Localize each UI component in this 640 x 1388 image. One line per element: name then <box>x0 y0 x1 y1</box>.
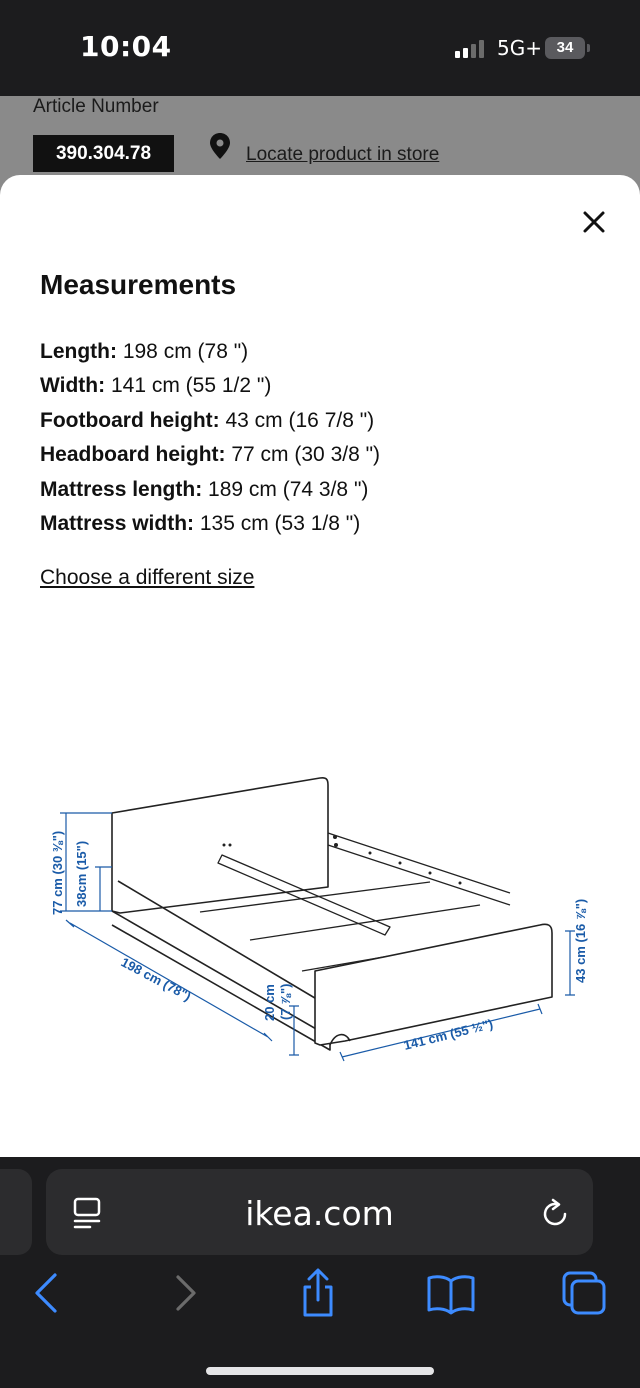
measurements-sheet <box>0 175 640 1160</box>
measure-label: Mattress length: <box>40 477 203 501</box>
url-text[interactable]: ikea.com <box>245 1194 394 1233</box>
diagram-label-clearance-inches: (7 ⅞") <box>278 983 293 1020</box>
list-item <box>40 369 380 403</box>
close-icon[interactable] <box>578 206 610 238</box>
battery-level: 34 <box>556 39 574 56</box>
back-icon[interactable] <box>21 1267 73 1319</box>
measure-label: Length: <box>40 340 117 363</box>
measure-label: Headboard height: <box>40 443 226 467</box>
diagram-label-width: 141 cm (55 ½") <box>402 1016 495 1053</box>
home-indicator[interactable] <box>206 1367 434 1375</box>
measure-label: Footboard height: <box>40 408 220 432</box>
sheet-title: Measurements <box>40 269 237 300</box>
battery-icon <box>545 37 585 59</box>
browser-toolbar <box>0 1157 640 1388</box>
headboard-outline <box>112 778 328 913</box>
measurement-list <box>40 335 380 541</box>
measure-value: 189 cm (74 3/8 ") <box>208 477 369 501</box>
address-bar[interactable] <box>46 1169 593 1255</box>
reload-icon[interactable] <box>538 1197 572 1231</box>
list-item <box>40 438 380 472</box>
diagram-label-length: 198 cm (78") <box>118 954 194 1004</box>
choose-size-link[interactable]: Choose a different size <box>40 566 255 589</box>
tabs-icon[interactable] <box>558 1267 610 1319</box>
signal-icon <box>455 38 491 58</box>
network-type: 5G+ <box>497 36 542 60</box>
list-item <box>40 473 380 507</box>
measure-label: Width: <box>40 374 106 398</box>
article-number-label: Article Number <box>33 96 159 117</box>
forward-icon[interactable] <box>160 1267 212 1319</box>
list-item <box>40 335 380 369</box>
footboard-outline <box>315 924 552 1045</box>
diagram-label-side-height: 38cm (15") <box>74 840 89 907</box>
locate-in-store-link[interactable]: Locate product in store <box>246 144 440 165</box>
previous-tab-peek[interactable] <box>0 1169 32 1255</box>
bookmarks-icon[interactable] <box>425 1267 477 1319</box>
status-time: 10:04 <box>80 30 172 63</box>
measure-value: 43 cm (16 7/8 ") <box>225 408 375 432</box>
diagram-label-clearance: 20 cm <box>262 984 277 1021</box>
article-number-badge: 390.304.78 <box>33 135 174 172</box>
measure-label: Mattress width: <box>40 512 195 536</box>
measure-value: 198 cm (78 ") <box>122 340 249 363</box>
diagram-label-headboard-height: 77 cm (30 ⅜") <box>50 830 65 915</box>
list-item <box>40 404 380 438</box>
bed-dimension-diagram <box>40 765 600 1095</box>
measure-value: 135 cm (53 1/8 ") <box>199 512 361 536</box>
battery-nub <box>587 44 590 52</box>
measure-value: 141 cm (55 1/2 ") <box>110 374 272 398</box>
status-bar <box>0 0 640 96</box>
location-pin-icon <box>208 132 232 160</box>
measure-value: 77 cm (30 3/8 ") <box>231 443 381 467</box>
share-icon[interactable] <box>292 1267 344 1319</box>
diagram-label-footboard-height: 43 cm (16 ⅞") <box>573 898 588 983</box>
list-item <box>40 507 380 541</box>
